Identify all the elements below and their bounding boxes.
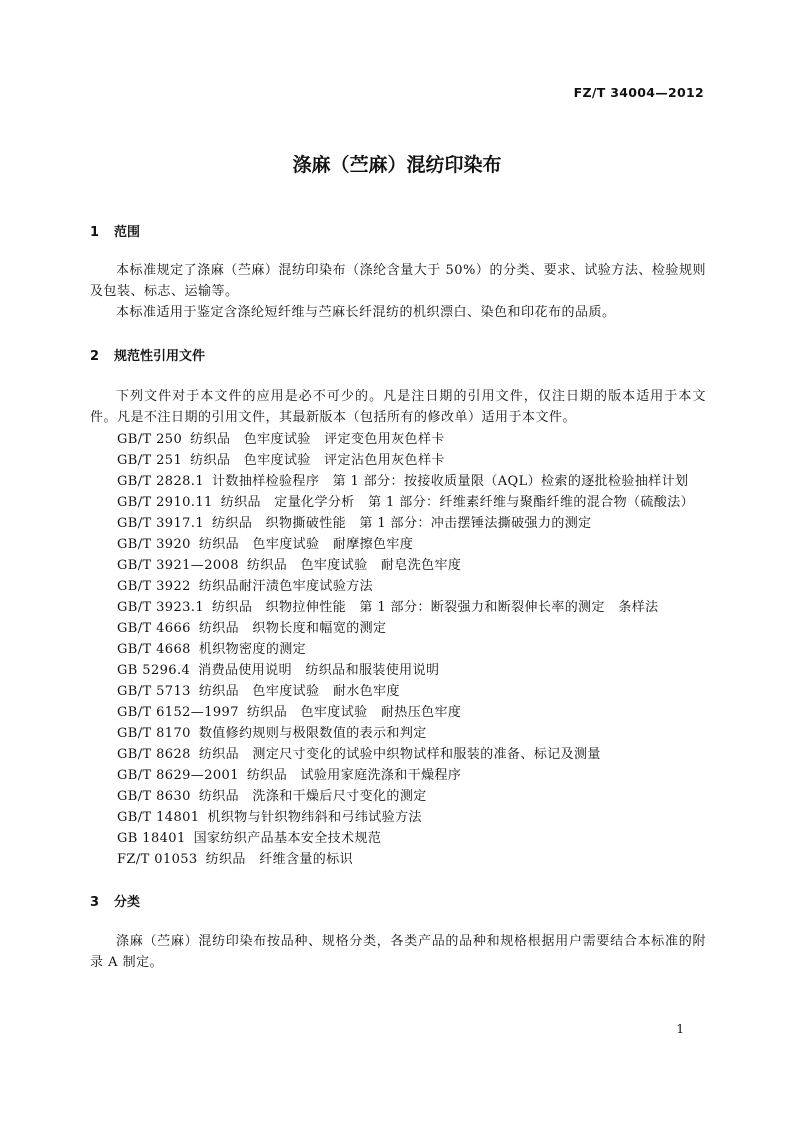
document-title: 涤麻（苎麻）混纺印染布 [292,154,502,176]
reference-title: 国家纺织产品基本安全技术规范 [193,831,382,846]
reference-item [117,492,717,513]
reference-title: 纺织品 织物拉伸性能 第 1 部分：断裂强力和断裂伸长率的测定 条样法 [212,600,659,615]
reference-code: GB/T 2910.11 [117,495,213,510]
page-number: 1 [676,1022,684,1036]
reference-item [117,639,717,660]
section-title: 范围 [114,225,141,240]
reference-title: 纺织品 织物长度和幅宽的测定 [198,621,387,636]
reference-code: GB/T 5713 [117,684,191,699]
reference-code: GB/T 3920 [117,537,191,552]
reference-title: 纺织品 色牢度试验 耐热压色牢度 [246,705,462,720]
reference-title: 纺织品 色牢度试验 耐摩擦色牢度 [198,537,414,552]
reference-code: GB/T 3922 [117,579,191,594]
reference-item [117,765,717,786]
reference-item [117,618,717,639]
section-number: 1 [90,225,100,240]
section-number: 3 [90,895,100,910]
section-title: 规范性引用文件 [114,349,206,364]
references-intro: 下列文件对于本文件的应用是必不可少的。凡是注日期的引用文件，仅注日期的版本适用于本文件。凡是不注日期的引用文件，其最新版本（包括所有的修改单）适用于本文件。 [90,389,706,425]
section-title: 分类 [114,895,141,910]
standard-code: FZ/T 34004—2012 [573,85,704,100]
reference-title: 机织物密度的测定 [198,642,307,657]
reference-title: 纺织品耐汗渍色牢度试验方法 [198,579,374,594]
reference-title: 纺织品 纤维含量的标识 [205,852,353,867]
reference-code: GB/T 6152—1997 [117,705,239,720]
reference-title: 纺织品 织物撕破性能 第 1 部分：冲击摆锤法撕破强力的测定 [212,516,592,531]
reference-code: GB/T 8170 [117,726,191,741]
reference-item [117,744,717,765]
section-1-heading [90,221,140,240]
reference-code: FZ/T 01053 [117,852,198,867]
reference-code: GB/T 8630 [117,789,191,804]
reference-code: GB/T 2828.1 [117,474,205,489]
reference-item [117,429,717,450]
reference-title: 纺织品 色牢度试验 评定沾色用灰色样卡 [190,453,445,468]
reference-title: 纺织品 色牢度试验 耐水色牢度 [198,684,400,699]
reference-item [117,807,717,828]
reference-code: GB/T 14801 [117,810,200,825]
scope-paragraph-2: 本标准适用于鉴定含涤纶短纤维与苎麻长纤混纺的机织漂白、染色和印花布的品质。 [116,305,616,320]
reference-item [117,681,717,702]
reference-item [117,849,717,870]
section-2-heading [90,345,205,364]
reference-item [117,597,717,618]
reference-code: GB 5296.4 [117,663,191,678]
reference-title: 纺织品 色牢度试验 耐皂洗色牢度 [246,558,462,573]
reference-code: GB/T 250 [117,432,183,447]
reference-code: GB/T 251 [117,453,183,468]
reference-title: 纺织品 测定尺寸变化的试验中织物试样和服装的准备、标记及测量 [198,747,601,762]
reference-item [117,660,717,681]
reference-code: GB/T 3923.1 [117,600,205,615]
reference-code: GB/T 3917.1 [117,516,205,531]
reference-code: GB/T 8629—2001 [117,768,239,783]
reference-title: 纺织品 洗涤和干燥后尺寸变化的测定 [198,789,427,804]
reference-code: GB/T 8628 [117,747,191,762]
reference-item [117,534,717,555]
reference-item [117,576,717,597]
reference-code: GB/T 4666 [117,621,191,636]
reference-item [117,450,717,471]
reference-item [117,723,717,744]
reference-code: GB 18401 [117,831,186,846]
reference-item [117,828,717,849]
reference-item [117,786,717,807]
reference-list [117,429,717,870]
classification-paragraph: 涤麻（苎麻）混纺印染布按品种、规格分类，各类产品的品种和规格根据用户需要结合本标准的附录 A 制定。 [90,934,706,970]
scope-paragraph-1: 本标准规定了涤麻（苎麻）混纺印染布（涤纶含量大于 50%）的分类、要求、试验方法、检验规则及包装、标志、运输等。 [90,263,706,299]
reference-title: 纺织品 试验用家庭洗涤和干燥程序 [246,768,462,783]
reference-code: GB/T 3921—2008 [117,558,239,573]
reference-title: 机织物与针织物纬斜和弓纬试验方法 [207,810,422,825]
reference-title: 消费品使用说明 纺织品和服装使用说明 [198,663,440,678]
reference-item [117,471,717,492]
reference-item [117,513,717,534]
section-number: 2 [90,349,100,364]
reference-title: 计数抽样检验程序 第 1 部分：按接收质量限（AQL）检索的逐批检验抽样计划 [212,474,689,489]
reference-item [117,702,717,723]
reference-title: 纺织品 色牢度试验 评定变色用灰色样卡 [190,432,445,447]
reference-title: 纺织品 定量化学分析 第 1 部分：纤维素纤维与聚酯纤维的混合物（硫酸法） [220,495,695,510]
reference-code: GB/T 4668 [117,642,191,657]
reference-item [117,555,717,576]
section-3-heading [90,891,140,910]
reference-title: 数值修约规则与极限数值的表示和判定 [198,726,427,741]
